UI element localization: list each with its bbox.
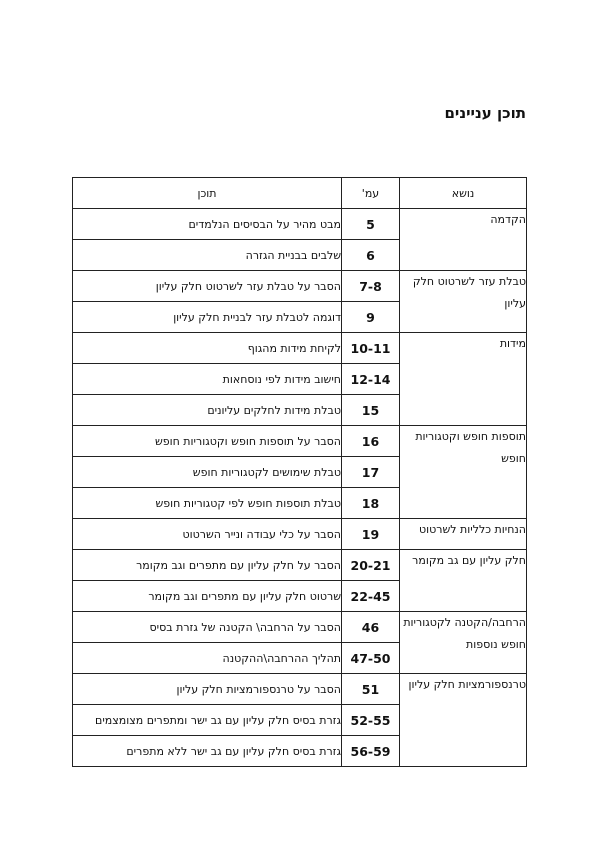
page-number-cell: 19 <box>342 519 400 550</box>
page-number-cell: 9 <box>342 302 400 333</box>
topic-cell: הקדמה <box>400 209 527 271</box>
table-row <box>73 271 527 302</box>
content-cell: טבלת תוספות חופש לפי קטגוריות חופש <box>73 488 342 519</box>
page-number-cell: 15 <box>342 395 400 426</box>
topic-cell: טרנספורמציות חלק עליון <box>400 674 527 767</box>
content-cell: גזרת בסיס חלק עליון עם גב ישר ומתפרים מצומצמים <box>73 705 342 736</box>
content-cell: גזרת בסיס חלק עליון עם גב ישר ללא מתפרים <box>73 736 342 767</box>
page-title: תוכן עניינים <box>444 104 526 122</box>
page-number-cell: 47-50 <box>342 643 400 674</box>
table-row <box>73 426 527 457</box>
page-number-cell: 6 <box>342 240 400 271</box>
page-number-cell: 16 <box>342 426 400 457</box>
page-number-cell: 52-55 <box>342 705 400 736</box>
content-cell: דוגמה לטבלת עזר לבניית חלק עליון <box>73 302 342 333</box>
page-number-cell: 7-8 <box>342 271 400 302</box>
content-cell: הסבר על חלק עליון עם מתפרים וגב מקומר <box>73 550 342 581</box>
content-cell: הסבר על הרחבה\ הקטנה של גזרת בסיס <box>73 612 342 643</box>
content-cell: הסבר על טרנספורמציות חלק עליון <box>73 674 342 705</box>
page-number-cell: 5 <box>342 209 400 240</box>
content-cell: שלבים בבניית הגזרה <box>73 240 342 271</box>
table-row <box>73 519 527 550</box>
table-row <box>73 209 527 240</box>
topic-cell: טבלת עזר לשרטוט חלק עליון <box>400 271 527 333</box>
toc-table <box>72 177 527 767</box>
page-number-cell: 18 <box>342 488 400 519</box>
header-page: עמ' <box>342 178 400 209</box>
header-topic: נושא <box>400 178 527 209</box>
topic-cell: הנחיות כלליות לשרטוט <box>400 519 527 550</box>
header-content: תוכן <box>73 178 342 209</box>
content-cell: הסבר על טבלת עזר לשרטוט חלק עליון <box>73 271 342 302</box>
page-number-cell: 12-14 <box>342 364 400 395</box>
header-row <box>73 178 527 209</box>
content-cell: שרטוט חלק עליון עם מתפרים וגב מקומר <box>73 581 342 612</box>
page-number-cell: 22-45 <box>342 581 400 612</box>
content-cell: לקיחת מידות מהגוף <box>73 333 342 364</box>
content-cell: תהליך ההרחבה\ההקטנה <box>73 643 342 674</box>
table-row <box>73 550 527 581</box>
table-row <box>73 674 527 705</box>
content-cell: טבלת מידות לחלקים עליונים <box>73 395 342 426</box>
topic-cell: מידות <box>400 333 527 426</box>
content-cell: מבט מהיר על הבסיסים הנלמדים <box>73 209 342 240</box>
table-row <box>73 612 527 643</box>
page-number-cell: 56-59 <box>342 736 400 767</box>
topic-cell: תוספות חופש וקטגוריות חופש <box>400 426 527 519</box>
content-cell: חישוב מידות לפי נוסחאות <box>73 364 342 395</box>
table-row <box>73 333 527 364</box>
topic-cell: הרחבה/הקטנה לקטגוריות חופש נוספות <box>400 612 527 674</box>
page-number-cell: 46 <box>342 612 400 643</box>
page-number-cell: 10-11 <box>342 333 400 364</box>
topic-cell: חלק עליון עם גב מקומר <box>400 550 527 612</box>
content-cell: טבלת שימושים לקטגוריות חופש <box>73 457 342 488</box>
content-cell: הסבר על כלי עבודה ונייר השרטוט <box>73 519 342 550</box>
page-number-cell: 17 <box>342 457 400 488</box>
content-cell: הסבר על תוספות חופש וקטגוריות חופש <box>73 426 342 457</box>
page-number-cell: 20-21 <box>342 550 400 581</box>
page-number-cell: 51 <box>342 674 400 705</box>
